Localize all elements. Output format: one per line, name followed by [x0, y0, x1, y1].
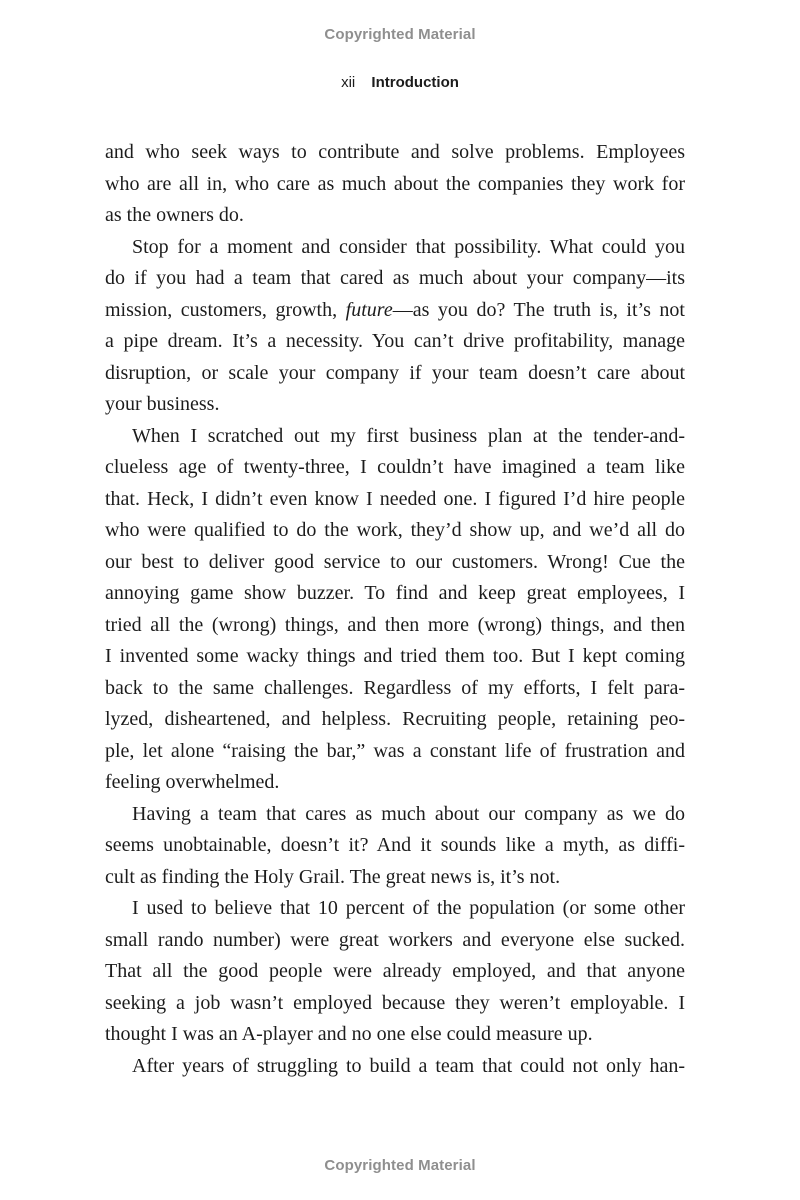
text-line: ple, let alone “raising the bar,” was a constant life of frustration and — [105, 739, 685, 762]
text-line: lyzed, disheartened, and helpless. Recruiting people, retaining peo- — [105, 708, 685, 730]
text-line: After years of struggling to build a team that could not only han- — [132, 1054, 685, 1077]
paragraph-5 — [105, 893, 685, 1051]
text-line: small rando number) were great workers and everyone else sucked. — [105, 928, 685, 951]
text-line: a pipe dream. It’s a necessity. You can’t drive profitability, manage — [105, 330, 685, 352]
text-line: thought I was an A-player and no one else could measure up. — [105, 1023, 593, 1045]
text-line: cult as finding the Holy Grail. The great news is, it’s not. — [105, 865, 561, 888]
text-line: When I scratched out my first business plan at the tender-and- — [132, 424, 685, 447]
text-line: mission, customers, growth, future—as you do? The truth is, it’s not — [105, 298, 685, 321]
text-line: Stop for a moment and consider that possibility. What could you — [132, 235, 685, 258]
text-line: who were qualified to do the work, they’d show up, and we’d all do — [105, 519, 685, 541]
text-line: seems unobtainable, doesn’t it? And it sounds like a myth, as diffi- — [105, 834, 685, 856]
text-line: that. Heck, I didn’t even know I needed one. I figured I’d hire people — [105, 487, 685, 510]
text-line: as the owners do. — [105, 204, 244, 226]
text-line: I used to believe that 10 percent of the population (or some other — [132, 897, 685, 919]
page-number: xii — [341, 74, 356, 91]
text-line: tried all the (wrong) things, and then more (wrong) things, and then — [105, 613, 685, 636]
text-line: That all the good people were already employed, and that anyone — [105, 960, 685, 982]
copyright-watermark-top: Copyrighted Material — [324, 26, 476, 43]
text-line: our best to deliver good service to our customers. Wrong! Cue the — [105, 550, 685, 573]
text-line: feeling overwhelmed. — [105, 771, 280, 793]
text-line: annoying game show buzzer. To find and keep great employees, I — [105, 582, 685, 604]
section-title: Introduction — [371, 74, 459, 91]
paragraph-6 — [105, 1051, 685, 1083]
body-text — [105, 137, 685, 1082]
text-line: I invented some wacky things and tried them too. But I kept coming — [105, 645, 685, 667]
paragraph-2 — [105, 232, 685, 421]
text-line: disruption, or scale your company if your team doesn’t care about — [105, 361, 685, 384]
text-line: back to the same challenges. Regardless of my efforts, I felt para- — [105, 676, 685, 699]
text-line: your business. — [105, 393, 220, 415]
paragraph-3 — [105, 421, 685, 799]
text-line: Having a team that cares as much about our company as we do — [132, 802, 685, 825]
paragraph-4 — [105, 799, 685, 894]
text-line: do if you had a team that cared as much about your company—its — [105, 267, 685, 289]
running-head — [0, 74, 800, 91]
text-line: and who seek ways to contribute and solve problems. Employees — [105, 141, 685, 163]
paragraph-1 — [105, 137, 685, 232]
emphasis-text: future — [345, 298, 393, 321]
text-line: clueless age of twenty-three, I couldn’t have imagined a team like — [105, 456, 685, 478]
text-line: who are all in, who care as much about the companies they work for — [105, 172, 685, 195]
text-line: seeking a job wasn’t employed because they weren’t employable. I — [105, 991, 685, 1014]
copyright-watermark-bottom: Copyrighted Material — [324, 1157, 476, 1174]
